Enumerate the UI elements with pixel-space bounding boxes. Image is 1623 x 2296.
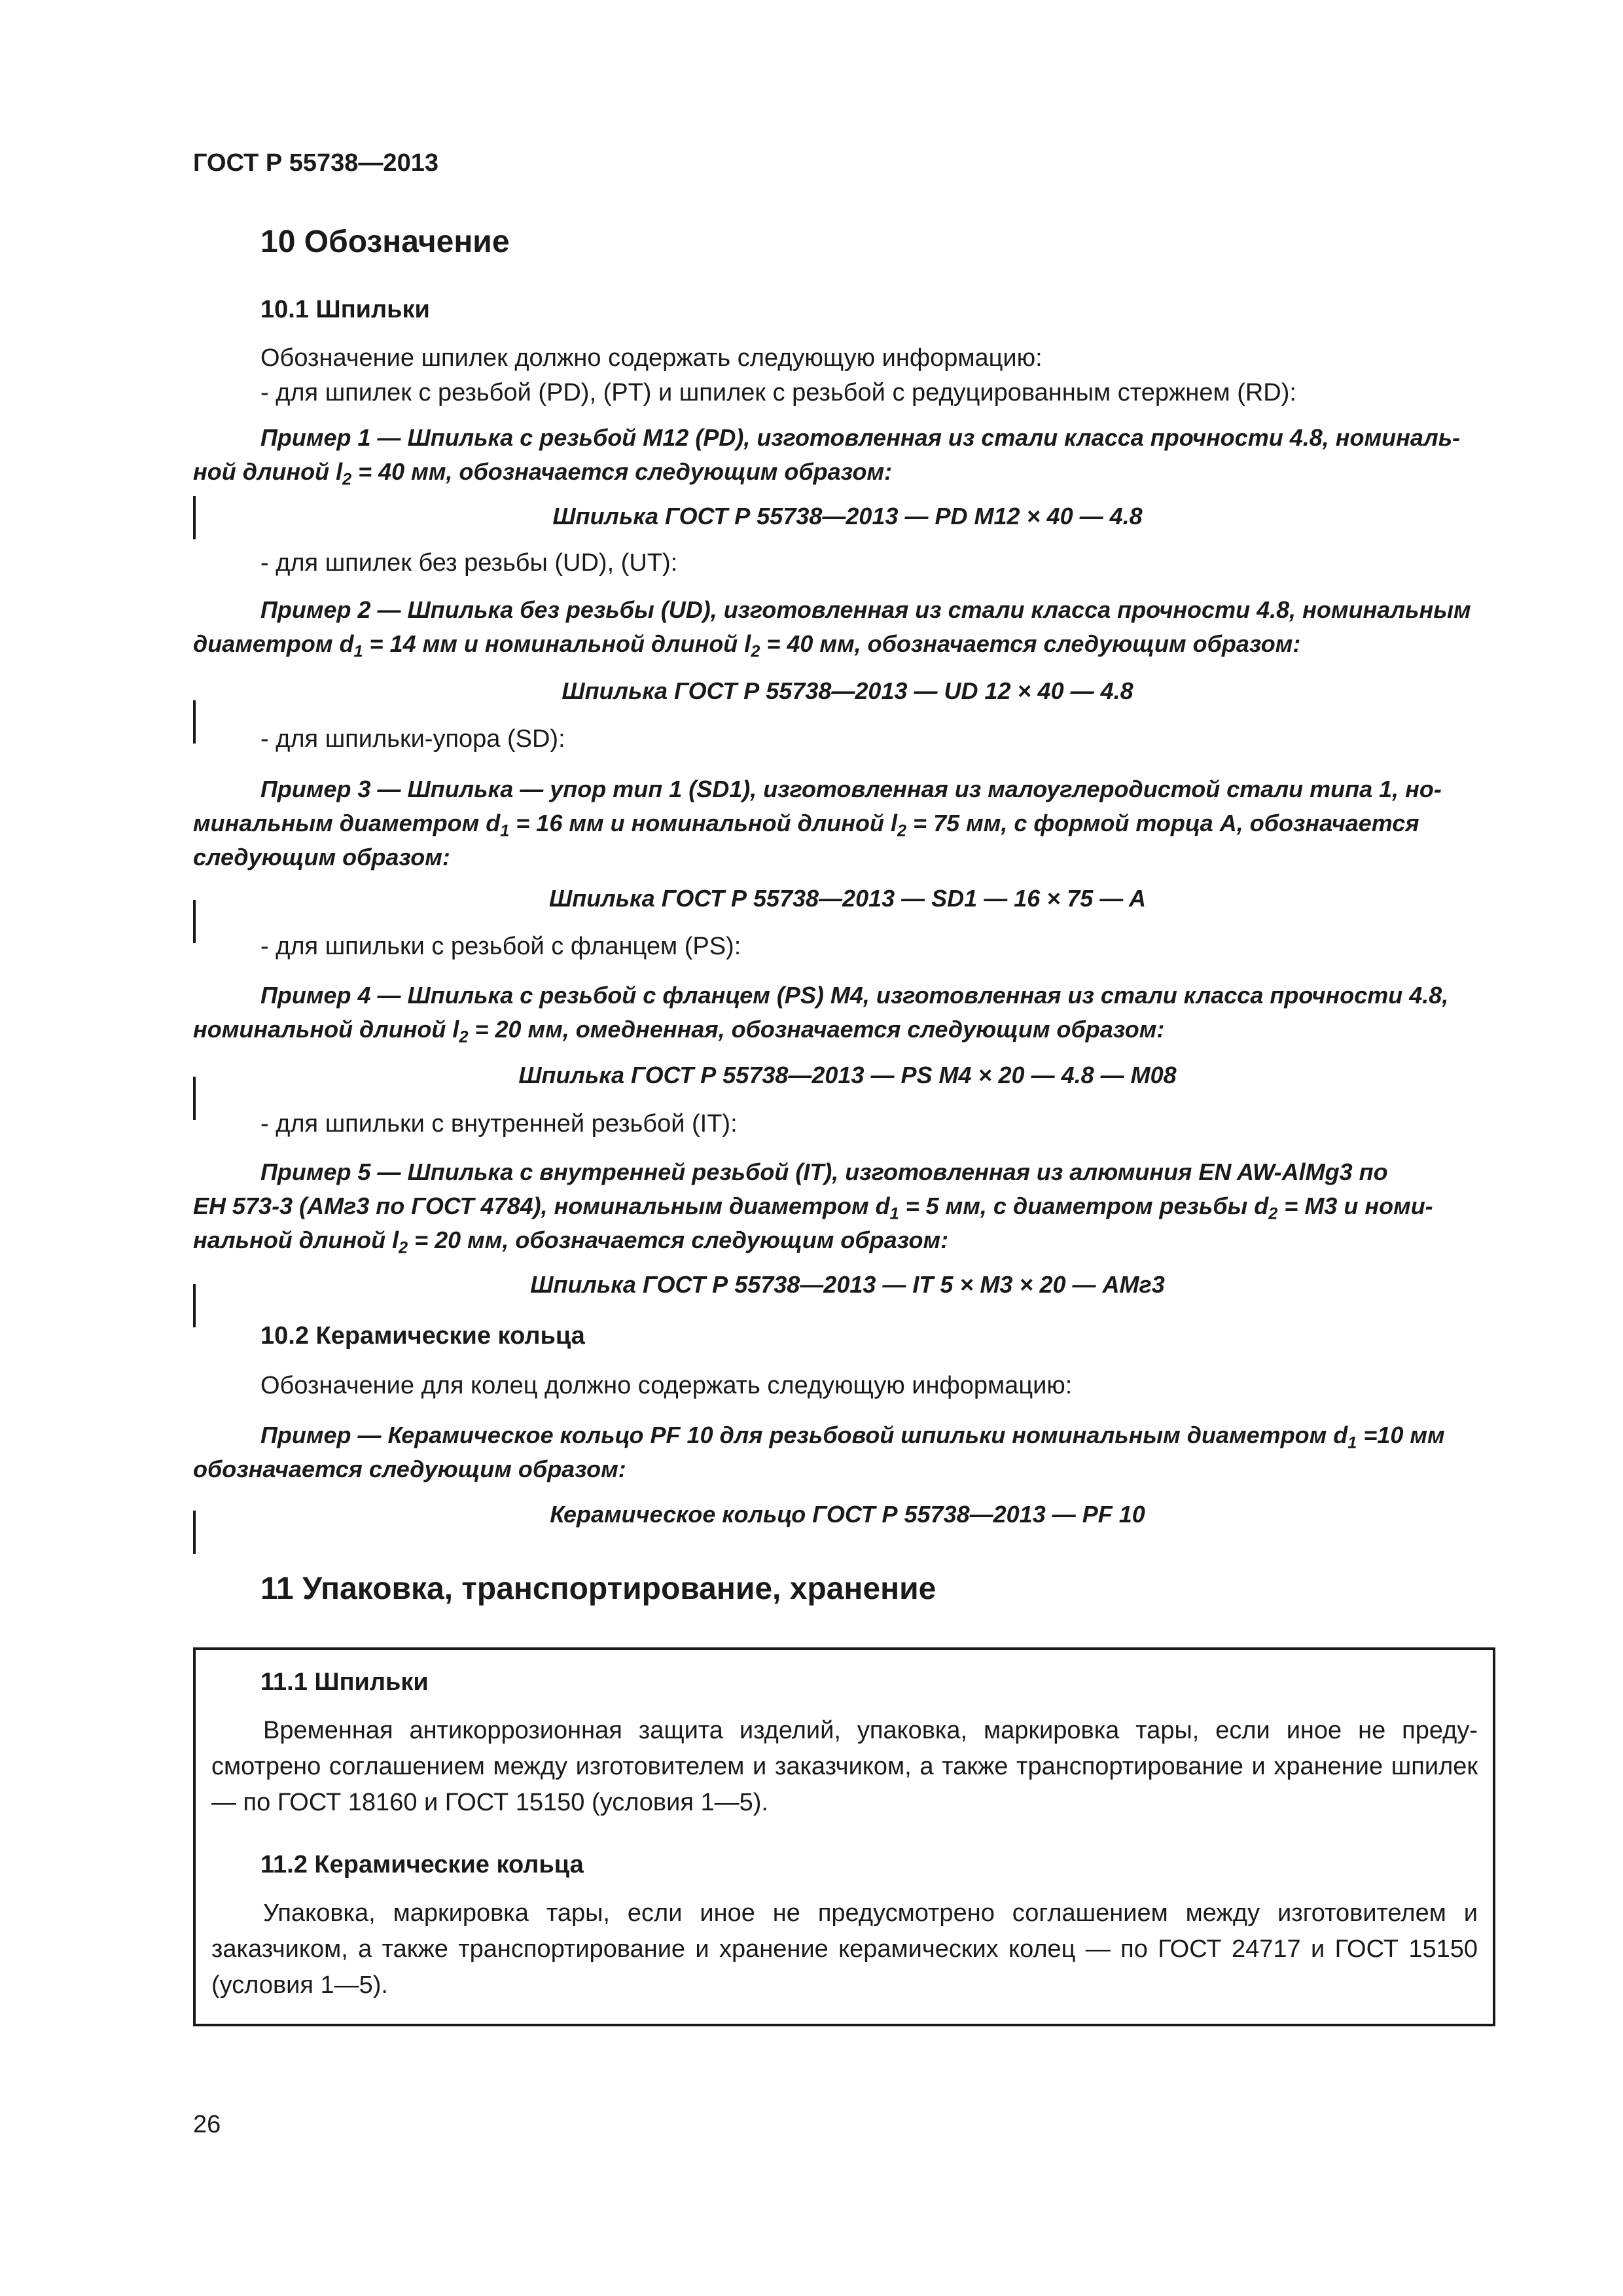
designation-3: Шпилька ГОСТ Р 55738—2013 — SD1 — 16 × 75 — A — [549, 885, 1146, 912]
item-flange-stud: - для шпильки с резьбой с фланцем (PS): — [260, 933, 741, 960]
item-stop-stud: - для шпильки-упора (SD): — [260, 725, 565, 753]
example-5: Пример 5 — Шпилька с внутренней резьбой (IT), изготовленная из алюминия EN AW-AlMg3 по ЕН 573-3 (АМг3 по ГОСТ 4784), номинальным диаметром $d_1 = 5$ мм, с диаметром резьбы $d_2 = M3$ и номи- нальной длиной $l_2 = 20$ мм, обозначается следующим образом: — [193, 1158, 1433, 1257]
section-10-1-title: 10.1 Шпильки — [260, 296, 430, 323]
item-internal-thread: - для шпильки с внутренней резьбой (IT): — [260, 1110, 738, 1138]
section-10-title: 10 Обозначение — [260, 224, 510, 259]
section-11-2-text: Упаковка, маркировка тары, если иное не предусмотрено соглашением между изготовителем и заказчиком, а также транспортирование и хранение керамических колец — по ГОСТ 24717 и ГОСТ 15150 (условия 1—5). — [211, 1899, 1478, 1999]
designation-1: Шпилька ГОСТ Р 55738—2013 — PD M12 × 40 — 4.8 — [552, 503, 1143, 529]
section-11-1-text: Временная антикоррозионная защита изделий, упаковка, маркировка тары, если иное не преду-смотрено соглашением между изготовителем и заказчиком, а также транспортирование и хранение шпилек — по ГОСТ 18160 и ГОСТ 15150 (условия 1—5). — [211, 1717, 1478, 1816]
document-header: ГОСТ Р 55738—2013 — [193, 149, 438, 177]
rings-intro: Обозначение для колец должно содержать следующую информацию: — [260, 1372, 1073, 1399]
example-rings: Пример — Керамическое кольцо PF 10 для резьбовой шпильки номинальным диаметром $d_1 =10$ мм обозначается следующим образом: — [193, 1422, 1445, 1482]
item-no-thread: - для шпилек без резьбы (UD), (UT): — [260, 549, 678, 577]
section-11-title: 11 Упаковка, транспортирование, хранение — [260, 1571, 936, 1606]
designation-2: Шпилька ГОСТ Р 55738—2013 — UD 12 × 40 — 4.8 — [562, 677, 1133, 704]
section-11-frame — [193, 1647, 1495, 2026]
example-3: Пример 3 — Шпилька — упор тип 1 (SD1), изготовленная из малоуглеродистой стали типа 1, но- минальным диаметром $d_1 = 16$ мм и номинальной длиной $l_2 = 75$ мм, с формой торца А, обозначается следующим образом: — [193, 776, 1442, 870]
intro-line-1: Обозначение шпилек должно содержать следующую информацию: — [260, 344, 1043, 372]
page-number: 26 — [193, 2111, 221, 2138]
section-11-1-title: 11.1 Шпильки — [260, 1668, 429, 1696]
example-4: Пример 4 — Шпилька с резьбой с фланцем (PS) M4, изготовленная из стали класса прочности 4.8, номинальной длиной $l_2 = 20$ мм, омедненная, обозначается следующим образом: — [193, 982, 1449, 1047]
designation-5: Шпилька ГОСТ Р 55738—2013 — IT 5 × M3 × 20 — АМг3 — [530, 1271, 1165, 1298]
section-11-2-title: 11.2 Керамические кольца — [260, 1851, 584, 1878]
designation-4: Шпилька ГОСТ Р 55738—2013 — PS M4 × 20 — 4.8 — M08 — [518, 1062, 1177, 1088]
example-1: Пример 1 — Шпилька с резьбой М12 (PD), изготовленная из стали класса прочности 4.8, номиналь- ной длиной $l_2 = 40$ мм, обозначается следующим образом: — [193, 424, 1461, 489]
designation-rings: Керамическое кольцо ГОСТ Р 55738—2013 — PF 10 — [550, 1501, 1145, 1528]
example-2: Пример 2 — Шпилька без резьбы (UD), изготовленная из стали класса прочности 4.8, номинальным диаметром $d_1 = 14$ мм и номинальной длиной $l_2 = 40$ мм, обозначается следующим образом: — [193, 596, 1471, 661]
intro-line-2: - для шпилек с резьбой (PD), (PT) и шпилек с резьбой с редуцированным стержнем (RD): — [260, 379, 1296, 406]
change-bar — [193, 700, 196, 744]
section-10-2-title: 10.2 Керамические кольца — [260, 1322, 585, 1350]
